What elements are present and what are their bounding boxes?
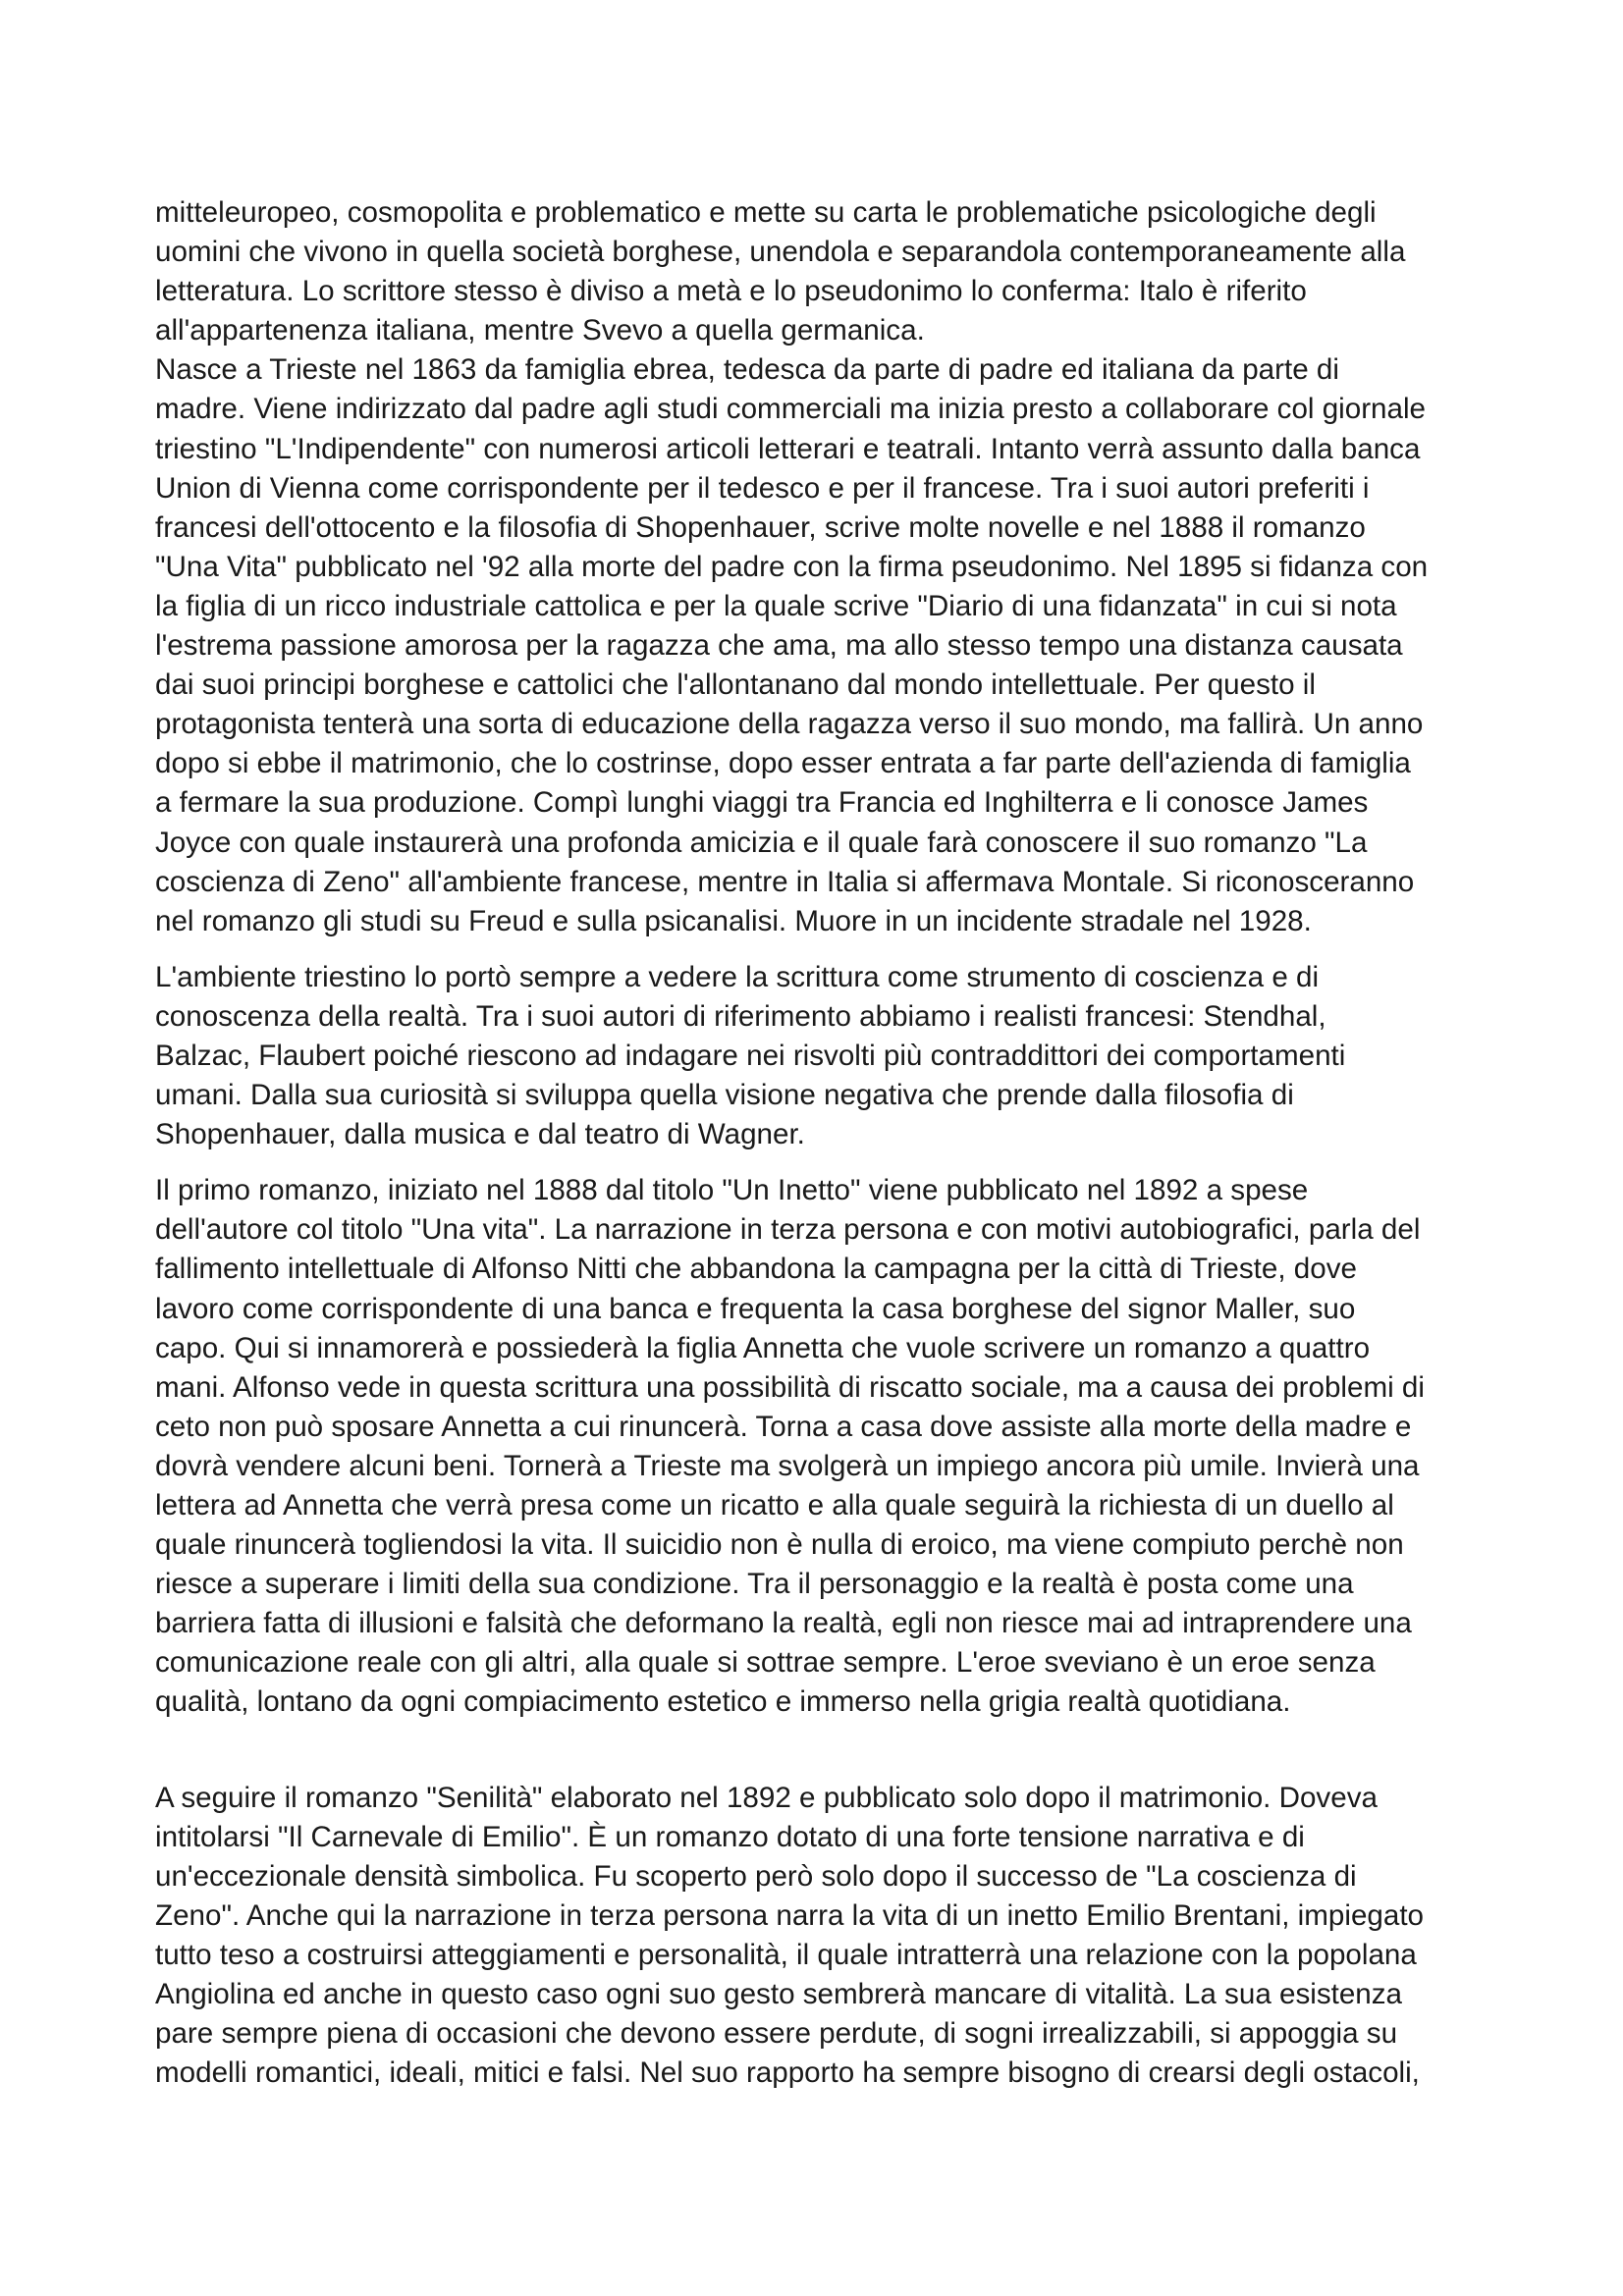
paragraph-una-vita: Il primo romanzo, iniziato nel 1888 dal titolo "Un Inetto" viene pubblicato nel 1892 a spese dell'autore col titolo "Una vita". La narrazione in terza persona e con motivi autobiografici, parla del fallimento intellettuale di Alfonso Nitti che abbandona la campagna per la città di Trieste, dove lavoro come corrispondente di una banca e frequenta la casa borghese del signor Maller, suo capo. Qui si innamorerà e possiederà la figlia Annetta che vuole scrivere un romanzo a quattro mani. Alfonso vede in questa scrittura una possibilità di riscatto sociale, ma a causa dei problemi di ceto non può sposare Annetta a cui rinuncerà. Torna a casa dove assiste alla morte della madre e dovrà vendere alcuni beni. Tornerà a Trieste ma svolgerà un impiego ancora più umile. Invierà una lettera ad Annetta che verrà presa come un ricatto e alla quale seguirà la richiesta di un duello al quale rinuncerà togliendosi la vita. Il suicidio non è nulla di eroico, ma viene compiuto perchè non riesce a superare i limiti della sua condizione. Tra il personaggio e la realtà è posta come una barriera fatta di illusioni e falsità che deformano la realtà, egli non riesce mai ad intraprendere una comunicazione reale con gli altri, alla quale si sottrae sempre. L'eroe sveviano è un eroe senza qualità, lontano da ogni compiacimento estetico e immerso nella grigia realtà quotidiana. [155, 1174, 1425, 1719]
body-text [155, 193, 1476, 2093]
paragraph-influences: L'ambiente triestino lo portò sempre a vedere la scrittura come strumento di coscienza e di conoscenza della realtà. Tra i suoi autori di riferimento abbiamo i realisti francesi: Stendhal, Balzac, Flaubert poiché riescono ad indagare nei risvolti più contraddittori dei comportamenti umani. Dalla sua curiosità si sviluppa quella visione negativa che prende dalla filosofia di Shopenhauer, dalla musica e dal teatro di Wagner. [155, 960, 1346, 1151]
paragraph-biography: mitteleuropeo, cosmopolita e problematico e mette su carta le problematiche psicologiche degli uomini che vivono in quella società borghese, unendola e separandola contemporaneamente alla letteratura. Lo scrittore stesso è diviso a metà e lo pseudonimo lo conferma: Italo è riferito all'appartenenza italiana, mentre Svevo a quella germanica. Nasce a Trieste nel 1863 da famiglia ebrea, tedesca da parte di padre ed italiana da parte di madre. Viene indirizzato dal padre agli studi commerciali ma inizia presto a collaborare col giornale triestino "L'Indipendente" con numerosi articoli letterari e teatrali. Intanto verrà assunto dalla banca Union di Vienna come corrispondente per il tedesco e per il francese. Tra i suoi autori preferiti i francesi dell'ottocento e la filosofia di Shopenhauer, scrive molte novelle e nel 1888 il romanzo "Una Vita" pubblicato nel '92 alla morte del padre con la firma pseudonimo. Nel 1895 si fidanza con la figlia di un ricco industriale cattolica e per la quale scrive "Diario di una fidanzata" in cui si nota l'estrema passione amorosa per la ragazza che ama, ma allo stesso tempo una distanza causata dai suoi principi borghese e cattolici che l'allontanano dal mondo intellettuale. Per questo il protagonista tenterà una sorta di educazione della ragazza verso il suo mondo, ma fallirà. Un anno dopo si ebbe il matrimonio, che lo costrinse, dopo esser entrata a far parte dell'azienda di famiglia a fermare la sua produzione. Compì lunghi viaggi tra Francia ed Inghilterra e li conosce James Joyce con quale instaurerà una profonda amicizia e il quale farà conoscere il suo romanzo "La coscienza di Zeno" all'ambiente francese, mentre in Italia si affermava Montale. Si riconosceranno nel romanzo gli studi su Freud e sulla psicanalisi. Muore in un incidente stradale nel 1928. [155, 196, 1429, 937]
paragraph-senilita: A seguire il romanzo "Senilità" elaborato nel 1892 e pubblicato solo dopo il matrimonio. Doveva intitolarsi "Il Carnevale di Emilio". È un romanzo dotato di una forte tensione narrativa e di un'eccezionale densità simbolica. Fu scoperto però solo dopo il successo de "La coscienza di Zeno". Anche qui la narrazione in terza persona narra la vita di un inetto Emilio Brentani, impiegato tutto teso a costruirsi atteggiamenti e personalità, il quale intratterrà una relazione con la popolana Angiolina ed anche in questo caso ogni suo gesto sembrerà mancare di vitalità. La sua esistenza pare sempre piena di occasioni che devono essere perdute, di sogni irrealizzabili, si appoggia su modelli romantici, ideali, mitici e falsi. Nel suo rapporto ha sempre bisogno di crearsi degli ostacoli, [155, 1781, 1424, 2090]
